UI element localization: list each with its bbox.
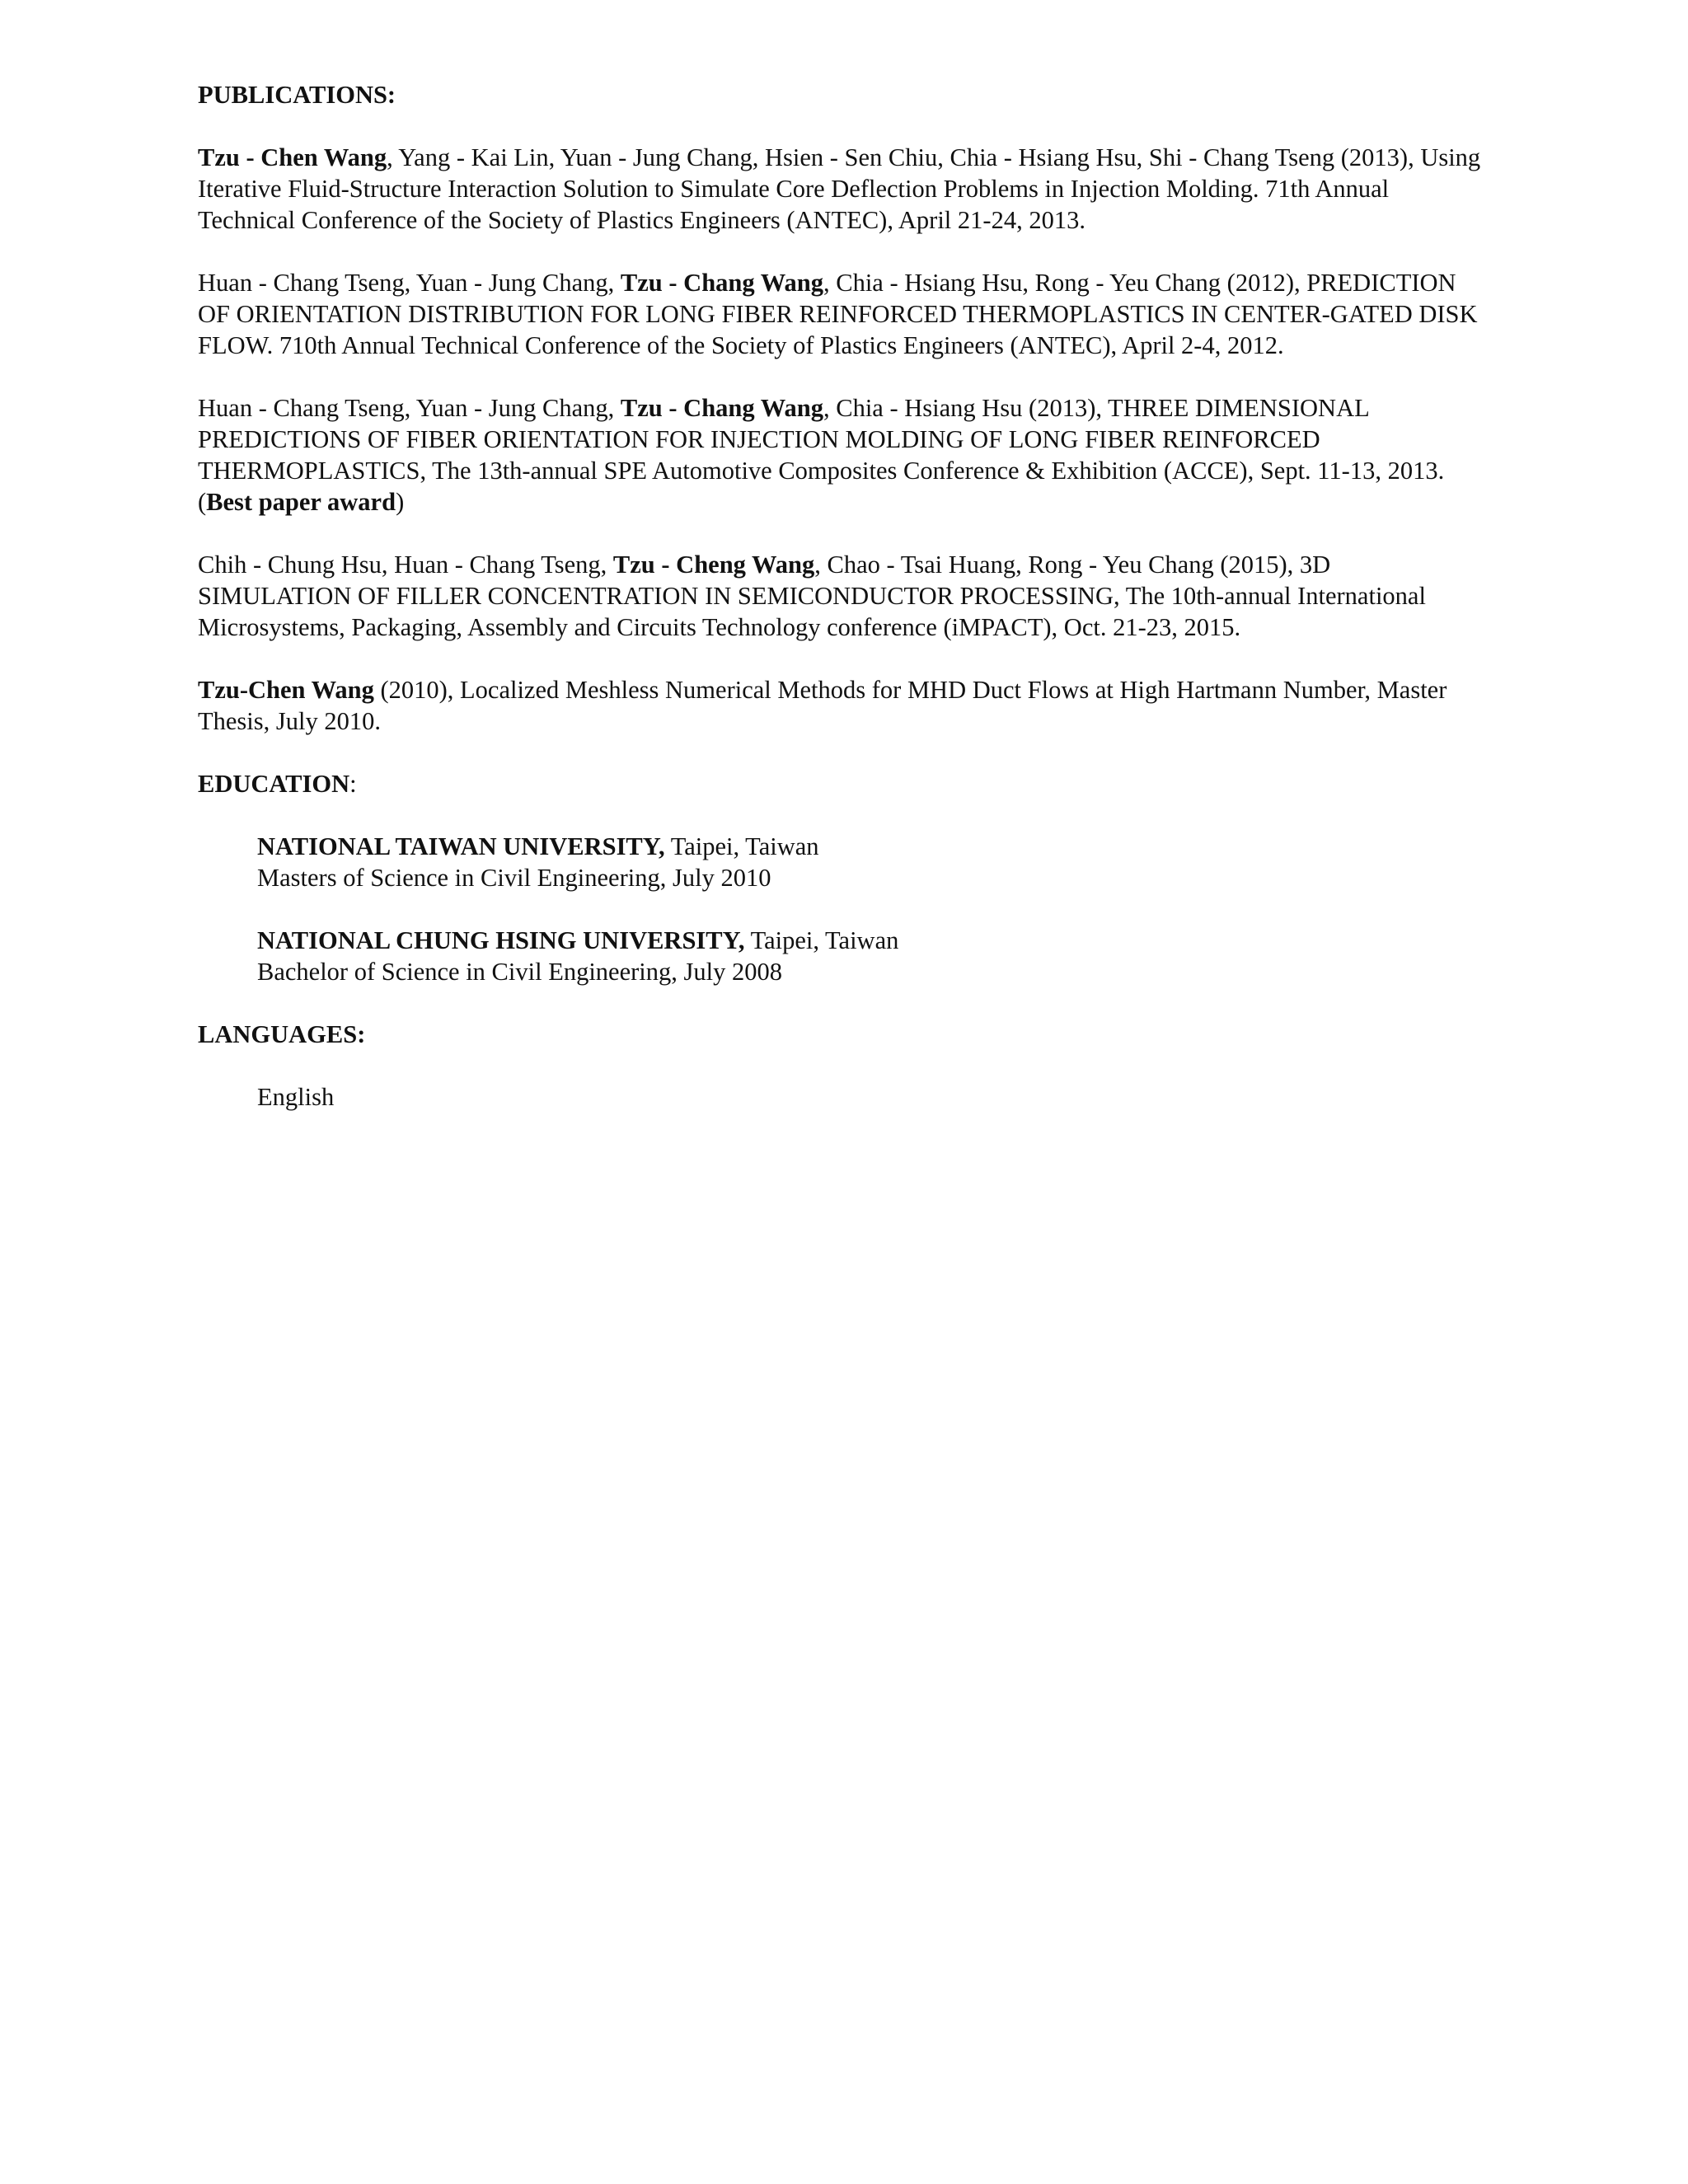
education-entry: [257, 925, 1484, 987]
languages-list: [198, 1081, 1484, 1113]
publication-entry: [198, 267, 1484, 361]
publication-details-end: ): [396, 488, 405, 516]
education-heading-colon: :: [349, 770, 357, 798]
education-school-line: [257, 925, 1484, 956]
education-location: Taipei, Taiwan: [744, 926, 899, 954]
publication-details: , Chia - Hsiang Hsu (2013), THREE DIMENSIONAL PREDICTIONS OF FIBER ORIENTATION FOR INJECTION MOLDING OF LONG FIBER REINFORCED THERMOPLASTICS, The 13th-annual SPE Automotive Composites Conference & Exhibition (ACCE), Sept. 11-13, 2013. (: [198, 394, 1445, 516]
publication-entry: [198, 142, 1484, 236]
education-heading-label: EDUCATION: [198, 770, 350, 798]
education-entry: [257, 831, 1484, 893]
publication-authors-before: Huan - Chang Tseng, Yuan - Jung Chang,: [198, 269, 621, 297]
publications-list: [198, 142, 1484, 737]
publication-highlighted-author: Tzu - Chen Wang: [198, 143, 387, 171]
publication-highlighted-author: Tzu - Chang Wang: [620, 269, 823, 297]
publication-details: , Yang - Kai Lin, Yuan - Jung Chang, Hsien - Sen Chiu, Chia - Hsiang Hsu, Shi - Chang Tseng (2013), Using Iterative Fluid-Structure Interaction Solution to Simulate Core Deflection Problems in Injection Molding. 71th Annual Technical Conference of the Society of Plastics Engineers (ANTEC), April 21-24, 2013.: [198, 143, 1481, 234]
education-degree: Bachelor of Science in Civil Engineering, July 2008: [257, 958, 782, 986]
education-school-line: [257, 831, 1484, 862]
education-school: NATIONAL CHUNG HSING UNIVERSITY,: [257, 926, 745, 954]
education-school: NATIONAL TAIWAN UNIVERSITY,: [257, 832, 665, 860]
publication-award: Best paper award: [206, 488, 396, 516]
publication-authors-before: Huan - Chang Tseng, Yuan - Jung Chang,: [198, 394, 621, 422]
resume-page: [198, 79, 1484, 1113]
publication-details: , Chia - Hsiang Hsu, Rong - Yeu Chang (2012), PREDICTION OF ORIENTATION DISTRIBUTION FOR LONG FIBER REINFORCED THERMOPLASTICS IN CENTER-GATED DISK FLOW. 710th Annual Technical Conference of the Society of Plastics Engineers (ANTEC), April 2-4, 2012.: [198, 269, 1478, 359]
publication-entry: [198, 549, 1484, 643]
publication-entry: [198, 674, 1484, 737]
publication-authors-before: Chih - Chung Hsu, Huan - Chang Tseng,: [198, 551, 613, 579]
publication-highlighted-author: Tzu-Chen Wang: [198, 676, 374, 704]
education-heading: [198, 768, 1484, 799]
language-item: English: [257, 1083, 335, 1111]
publication-highlighted-author: Tzu - Cheng Wang: [612, 551, 815, 579]
publications-heading: PUBLICATIONS:: [198, 81, 396, 109]
publication-highlighted-author: Tzu - Chang Wang: [620, 394, 823, 422]
publication-details: , Chao - Tsai Huang, Rong - Yeu Chang (2015), 3D SIMULATION OF FILLER CONCENTRATION IN SEMICONDUCTOR PROCESSING, The 10th-annual International Microsystems, Packaging, Assembly and Circuits Technology conference (iMPACT), Oct. 21-23, 2015.: [198, 551, 1426, 641]
education-list: [198, 831, 1484, 987]
publication-details: (2010), Localized Meshless Numerical Methods for MHD Duct Flows at High Hartmann Number, Master Thesis, July 2010.: [198, 676, 1447, 735]
education-degree: Masters of Science in Civil Engineering, July 2010: [257, 864, 771, 892]
education-location: Taipei, Taiwan: [664, 832, 819, 860]
publication-entry: [198, 392, 1484, 518]
languages-heading: LANGUAGES:: [198, 1020, 366, 1048]
